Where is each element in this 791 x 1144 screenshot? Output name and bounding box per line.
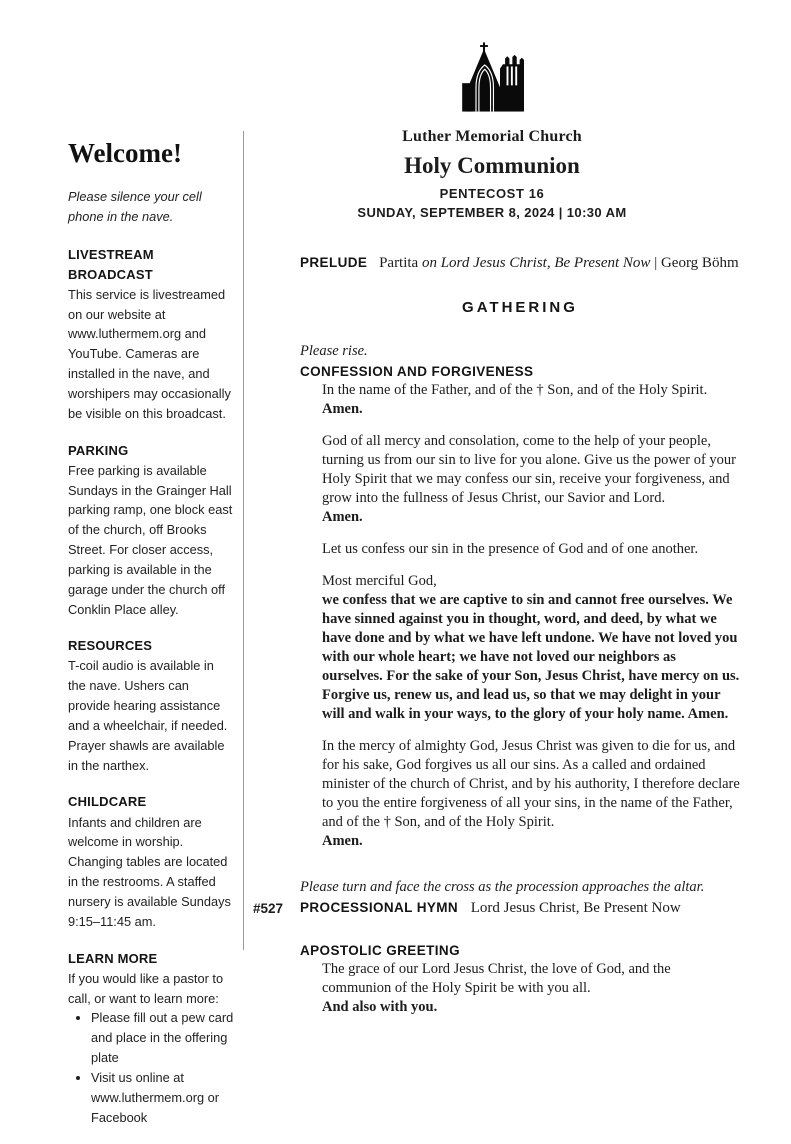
silence-phone-note: Please silence your cell phone in the nave. [68, 188, 202, 224]
service-title: Holy Communion [404, 153, 580, 178]
congregation-response: And also with you. [322, 998, 438, 1015]
prelude-label: PRELUDE [300, 255, 368, 270]
column-divider [243, 131, 244, 950]
confession-intro: Most merciful God, [322, 572, 437, 589]
welcome-title: Welcome! [68, 138, 182, 168]
absolution-paragraph [322, 737, 740, 851]
invocation-text: In the name of the Father, and of the † Son, and of the Holy Spirit. [322, 381, 708, 398]
apostolic-greeting-paragraph [322, 960, 740, 1017]
rubric-please-rise: Please rise. [300, 343, 368, 360]
prelude-piece-title: on Lord Jesus Christ, Be Present Now [421, 255, 651, 271]
sidebar-body: This service is livestreamed on our website at www.luthermem.org and YouTube. Cameras are installed in the nave, and worshipers may occasionally be visible on this broadcast. [68, 286, 231, 421]
hymn-title: Lord Jesus Christ, Be Present Now [470, 899, 681, 916]
church-logo-icon [253, 30, 731, 122]
rubric-procession: Please turn and face the cross as the procession approaches the altar. [300, 878, 705, 895]
prelude-separator: | [654, 255, 658, 271]
sidebar-section-childcare [68, 792, 234, 931]
sidebar-heading: PARKING [68, 442, 129, 458]
sidebar-heading: LEARN MORE [68, 950, 158, 966]
order-of-service [253, 254, 740, 1030]
service-datetime: SUNDAY, SEPTEMBER 8, 2024 | 10:30 AM [357, 205, 627, 220]
congregation-response: Amen. [322, 832, 363, 849]
learn-more-bullet-list [77, 1008, 234, 1127]
confession-invitation: Let us confess our sin in the presence of God and of one another. [322, 540, 699, 557]
prelude-composer: Georg Böhm [660, 255, 739, 271]
processional-hymn-line [253, 899, 740, 919]
prelude-line [300, 254, 740, 274]
bullet-item: • Please fill out a pew card and place in the offering plate [91, 1008, 234, 1067]
sidebar-section-livestream [68, 245, 234, 424]
sidebar-body: If you would like a pastor to call, or want to learn more: [68, 970, 224, 1006]
mercy-prayer-paragraph [322, 432, 740, 527]
sidebar-section-learn-more [68, 949, 234, 1128]
sidebar-body: Free parking is available Sundays in the Grainger Hall parking ramp, one block east of the church, off Brooks Street. For closer access, parking is available in the garage under the church off Conklin Place alley. [68, 462, 233, 617]
sidebar-heading: CHILDCARE [68, 794, 147, 810]
festival-name: PENTECOST 16 [439, 186, 545, 201]
congregation-response: Amen. [322, 400, 363, 417]
congregation-response: Amen. [322, 508, 363, 525]
prelude-piece: Partita [379, 255, 419, 271]
apostolic-greeting-heading: APOSTOLIC GREETING [300, 943, 460, 959]
sidebar-body: Infants and children are welcome in worship. Changing tables are located in the restrooms. A staffed nursery is available Sundays 9:15–11:45 am. [68, 814, 231, 929]
invocation-paragraph [322, 381, 740, 419]
sidebar-section-resources [68, 636, 234, 775]
sidebar-heading: RESOURCES [68, 638, 153, 654]
greeting-text: The grace of our Lord Jesus Christ, the love of God, and the communion of the Holy Spirit be with you all. [322, 960, 671, 996]
gathering-heading: GATHERING [462, 298, 578, 316]
hymn-number: #527 [253, 900, 284, 916]
mercy-prayer-text: God of all mercy and consolation, come to the help of your people, turning us from our sin to live for you alone. Give us the power of your Holy Spirit that we may confess our sin, receive your forgiveness, and grow into the fullness of Jesus Christ, our Savior and Lord. [322, 432, 736, 506]
processional-hymn-label: PROCESSIONAL HYMN [300, 899, 459, 915]
bullet-item: • Visit us online at www.luthermem.org or Facebook [91, 1068, 234, 1127]
bulletin-header [253, 30, 731, 220]
church-name: Luther Memorial Church [402, 128, 582, 145]
confession-text: we confess that we are captive to sin and cannot free ourselves. We have sinned against you in thought, word, and deed, by what we have done and by what we have left undone. We have not loved you with our whole heart; we have not loved our neighbors as ourselves. For the sake of your Son, Jesus Christ, have mercy on us. Forgive us, renew us, and lead us, so that we may delight in your will and walk in your ways, to the glory of your holy name. Amen. [322, 591, 740, 722]
sidebar-body: T-coil audio is available in the nave. Ushers can provide hearing assistance and a wheelchair, if needed. Prayer shawls are available in the narthex. [68, 658, 228, 773]
confession-heading: CONFESSION AND FORGIVENESS [300, 364, 534, 380]
absolution-text: In the mercy of almighty God, Jesus Christ was given to die for us, and for his sake, God forgives us all our sins. As a called and ordained minister of the church of Christ, and by his authority, I therefore declare to you the entire forgiveness of all your sins, in the name of the Father, and of the † Son, and of the Holy Spirit. [322, 737, 740, 830]
confession-prayer-paragraph [322, 572, 740, 724]
sidebar-section-parking [68, 441, 234, 620]
welcome-sidebar [68, 133, 234, 1144]
sidebar-heading: LIVESTREAM BROADCAST [68, 246, 154, 282]
